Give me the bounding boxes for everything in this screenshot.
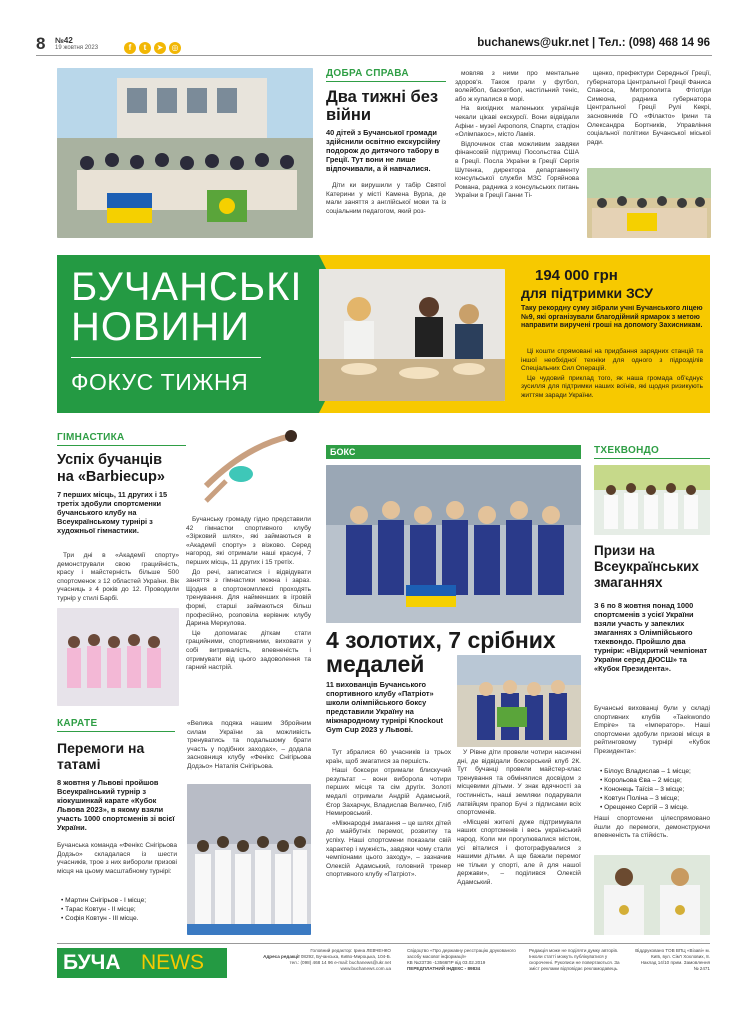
footer-editorial: Головний редактор: Ірина ЛЕВЧЕНКО Адреса редакції 08292, Бучанська, Київо-Мироцька, 104-Б. тел.: (098) 468 14 96 e-mail: buchanews@ukr.net www.buchanews.com.ua <box>263 948 391 971</box>
contact-info: buchanews@ukr.net | Тел.: (098) 468 14 96 <box>477 37 710 49</box>
footer-certificate: Свідоцтво «Про державну реєстрацію друкованого засобу масової інформації» КВ №23736 -13566ПР від 03.02.2019 ПЕРЕДПЛАТНИЙ ІНДЕКС - 89834 <box>407 948 516 971</box>
gymnast-photo <box>186 426 311 508</box>
list-item: • Мартин Снігірьов - І місце; <box>61 896 179 905</box>
taekwondo-group-photo <box>594 465 710 535</box>
banner-title-1: БУЧАНСЬКІ <box>71 265 303 309</box>
gymnastics-lead: 7 перших місць, 11 других і 15 третіх здобули спортсменки бучанського клубу на Всеукраїнському турнірі з художньої гімнастики. <box>57 490 168 535</box>
karate-quote: «Велика подяка нашим Збройним силам України за можливість тренуватись та подальшому брати участь у подібних заходах», – додала засновниця клубу «Фенікс Снігірьова Додзьо» Наталія Снігірьова. <box>187 720 311 770</box>
list-item: • Ковтун Поліна – 3 місце; <box>600 794 710 803</box>
top-story-col2: мовляв з ними про ментальне здоров'я. Також грали у футбол, волейбол, баскетбол, настільний теніс, або ж купалися в морі. На вихідних маленьких українців чекали цікаві екскурсії. Вони відвідали Афіни - музеї Акрополя, Спарти, стадіон «Олімпакос», місто Ламія. Відпочинок став можливим завдяки фінансовій підтримці Посольства США в Греції. Посла України в Греції Сергія Шутенка, директора департаменту консульської служби МЗС Горяйнова Романа, радника з консульських питань України в Греції Ганни Ті- <box>455 70 579 200</box>
footer-disclaimer: Редакція може не поділяти думку авторів. Інколи статті можуть публікуватися у скороченні. Рукописи не повертаються. За зміст реклами відповідає рекламодавець. <box>529 948 620 971</box>
footer-logo <box>57 948 227 978</box>
footer <box>57 943 710 981</box>
page-header <box>36 34 712 56</box>
karate-title: Перемоги на татамі <box>57 740 145 772</box>
taekwondo-lead: З 6 по 8 жовтня понад 1000 спортсменів з усієї України взяли участь у запеклих змаганнях з Олімпійського тхеквондо. Пройшло два турніри: «Відкритий чемпіонат України серед ДЮСШ» та «Кубок Президента». <box>594 601 708 673</box>
top-story-lead: 40 дітей з Бучанської громади здійснили освітню екскурсійну подорож до дитячого табору в Греції. Тут вони не лише відпочивали, а й навчалися. <box>326 128 441 173</box>
issue-date: 19 жовтня 2023 <box>55 45 99 51</box>
boxing-title: 4 золотих, 7 срібних медалей <box>326 627 556 677</box>
banner-divider <box>71 357 261 358</box>
gymnastics-group-photo <box>57 608 179 706</box>
section-label: ТХЕКВОНДО <box>594 445 710 459</box>
taekwondo-title: Призи на Всеукраїнських змаганнях <box>594 543 699 590</box>
karate-results-list <box>61 896 179 923</box>
banner-title-2: НОВИНИ <box>71 305 251 349</box>
top-story-title: Два тижні без війни <box>326 88 439 124</box>
list-item: • Тарас Ковтун - ІІ місце; <box>61 905 179 914</box>
section-label: БОКС <box>330 447 356 457</box>
issue-number: №42 <box>55 36 73 45</box>
facebook-icon[interactable]: f <box>124 42 136 54</box>
karate-group-photo <box>187 784 311 935</box>
boxers-medal-photo <box>457 655 581 747</box>
page-number: 8 <box>36 34 46 53</box>
top-story-col1: Діти ки вирушили у табір Святої Катерини у місті Камена Вурла, де мали заняття з англійської мови та із соціальним педагогом, який роз- <box>326 182 446 215</box>
list-item: • Кононець Таїсія – 3 місце; <box>600 785 710 794</box>
karate-lead: 8 жовтня у Львові пройшов Всеукраїнський турнір з кіокушинкай карате «Кубок Львова 2023», в якому взяли участь 1000 спортсменів зі всієї України. <box>57 778 175 832</box>
telegram-icon[interactable]: ➤ <box>154 42 166 54</box>
top-story-col3: щенко, префектури Середньої Греції, губернатора Центральної Греції Фаниса Спаноса, Митрополита Фтіотіди Симеона, радника губернатора Центральної Греції Рулі Кекрі, засновників ГО «Філакто» Ірини та Олександра Бортників, Управління соціальної політики Бучанської міської ради. <box>587 70 711 146</box>
gymnastics-article <box>57 432 311 707</box>
focus-banner <box>57 255 710 413</box>
camp-photo-small <box>587 168 711 238</box>
top-story <box>326 68 710 238</box>
banner-headline-1: 194 000 грн <box>535 267 618 284</box>
karate-text: Бучанська команда «Фенікс Снігірьова Додзьо» складалася із шести учасників, трое з них вибороли призові місця на цьому масштабному турнірі: <box>57 842 177 875</box>
boxers-photo <box>326 465 581 623</box>
karate-article <box>57 718 311 935</box>
taekwondo-text-2: Наші спортсмени цілеспрямовано йшли до перемоги, демонструючи впевненість та стійкість. <box>594 815 710 840</box>
taekwondo-article <box>594 445 710 935</box>
gymnastics-text: Три дні в «Академії спорту» демонстрували свою грацийність, красу і майстерність більше 500 спортсменок з 12 областей України. Вік учасниць з 4 років до 12. Проводили турнір у стилі Барбі. <box>57 552 179 602</box>
twitter-icon[interactable]: t <box>139 42 151 54</box>
list-item: • Орещенко Сергій – 3 місце. <box>600 803 710 812</box>
section-label: ГІМНАСТИКА <box>57 432 311 446</box>
logo-news: NEWS <box>141 951 204 974</box>
section-label: КАРАТЕ <box>57 718 175 732</box>
taekwondo-text: Бучанські вихованці були у складі спортивних клубів «Taekwondo Empire» та «Імператор». Наші спортсмени здобули призові місця в рейтинговому турнірі «Кубок Президента»: <box>594 705 710 755</box>
boxing-lead: 11 вихованців Бучанського спортивного клубу «Патріот» школи олімпійського боксу представили Україну на міжнародному турнірі Knockout Gym Cup 2023 у Львові. <box>326 680 443 734</box>
banner-text: Ці кошти спрямовані на придбання зарядних станцій та іншої необхідної техніки для одного з підрозділів Спеціальних Сил Операцій. Це чудовий приклад того, як наша громада об'єднує зусилля для підтримки наших воїнів, які щодня ризикують життям заради України. <box>521 348 703 399</box>
taekwondo-results-list <box>600 767 710 812</box>
logo-bucha: БУЧА <box>63 951 121 974</box>
social-icons <box>124 37 184 51</box>
gymnastics-text-right: Бучанську громаду гідно представили 42 гімнастки спортивного клубу «Зірковий шлях», які займаються в «Академії спорту» з візково. Серед нагород, які отримали наші красуні, 7 перших місць, 11 других і 15 третіх. До речі, записатися і відвідувати заняття з гімнастики можна і зараз. Щодня в спортокомплексі проходять тренування. Для найменших в ігровій формі, старші займаються більш професійно, розповіла керівник клубу Дарина Меркулова. Це допомагає діткам стати грацийними, спортивними, виховати у собі витривалість, впевненість і отримувати від цього задоволення та гарний настрій. <box>186 516 311 672</box>
instagram-icon[interactable]: ◎ <box>169 42 181 54</box>
gymnastics-title: Успіх бучанців на «Barbiecup» <box>57 452 165 485</box>
fair-photo <box>319 269 505 401</box>
footer-print-info: Віддруковано ТОВ ВПЦ «Візаві» м. Київ, вул. Сім'ї Хохлових, 8. Наклад 14/10 прим. Замовлення № 2471 <box>635 948 710 971</box>
list-item: • Корольова Єва – 2 місце; <box>600 776 710 785</box>
banner-lead: Таку рекордну суму зібрали учні Бучанського ліцею №9, які організували благодійний ярмарок з метою направити виручені гроші на допомогу Захисникам. <box>521 305 703 329</box>
list-item: • Софія Ковтун - ІІІ місце. <box>61 914 179 923</box>
boxing-section-bar <box>326 445 581 459</box>
section-label: ДОБРА СПРАВА <box>326 68 446 82</box>
boxing-text-col2: У Рівне діти провели чотири насичені дні, де відвідали боксерський клуб 2К. Тут бучанці провели майстер-клас тренування та обмінялися досвідом з місцевими дітьми. У знак вдячності за гостинність, наші земляки подарували латвійцям прапор Бучі з підписами всіх спортсменів. «Місцеві жителі дуже підтримували наших спортсменів і весь український народ. Коли ми прогулювалися містом, усі віталися і фотографувалися з нашими дітьми. А ще бажали перемог не тільки у спорті, але й для нашої держави», – поділився Олексій Адамський. <box>457 749 581 886</box>
camp-photo <box>57 68 313 238</box>
list-item: • Білоус Владислав – 1 місце; <box>600 767 710 776</box>
banner-subtitle: ФОКУС ТИЖНЯ <box>71 369 249 395</box>
boxing-text-col1: Тут збралися 60 учасників із трьох країн, щоб змагатися за першість. Наші боксери отримали блискучий результат – вони виборола чотири перших місця та сім другіх. Золоті медалі отримали Андрій Адамський, Єгор Захарчук, Владислав Величко, Гліб Немировський. «Міжнародні змагання – це шлях дітей до майбутніх перемог, розвитку та успіху. Наші спортсмени показали свій характер і мужність, завдяки чому стали чемпіонами цього заходу», – зазначив Олексій Адамський, головний тренер спортивного клубу «Патріот». <box>326 749 451 879</box>
banner-headline-2: для підтримки ЗСУ <box>521 285 654 301</box>
boxing-article <box>326 445 581 935</box>
taekwondo-athletes-photo <box>594 855 710 935</box>
